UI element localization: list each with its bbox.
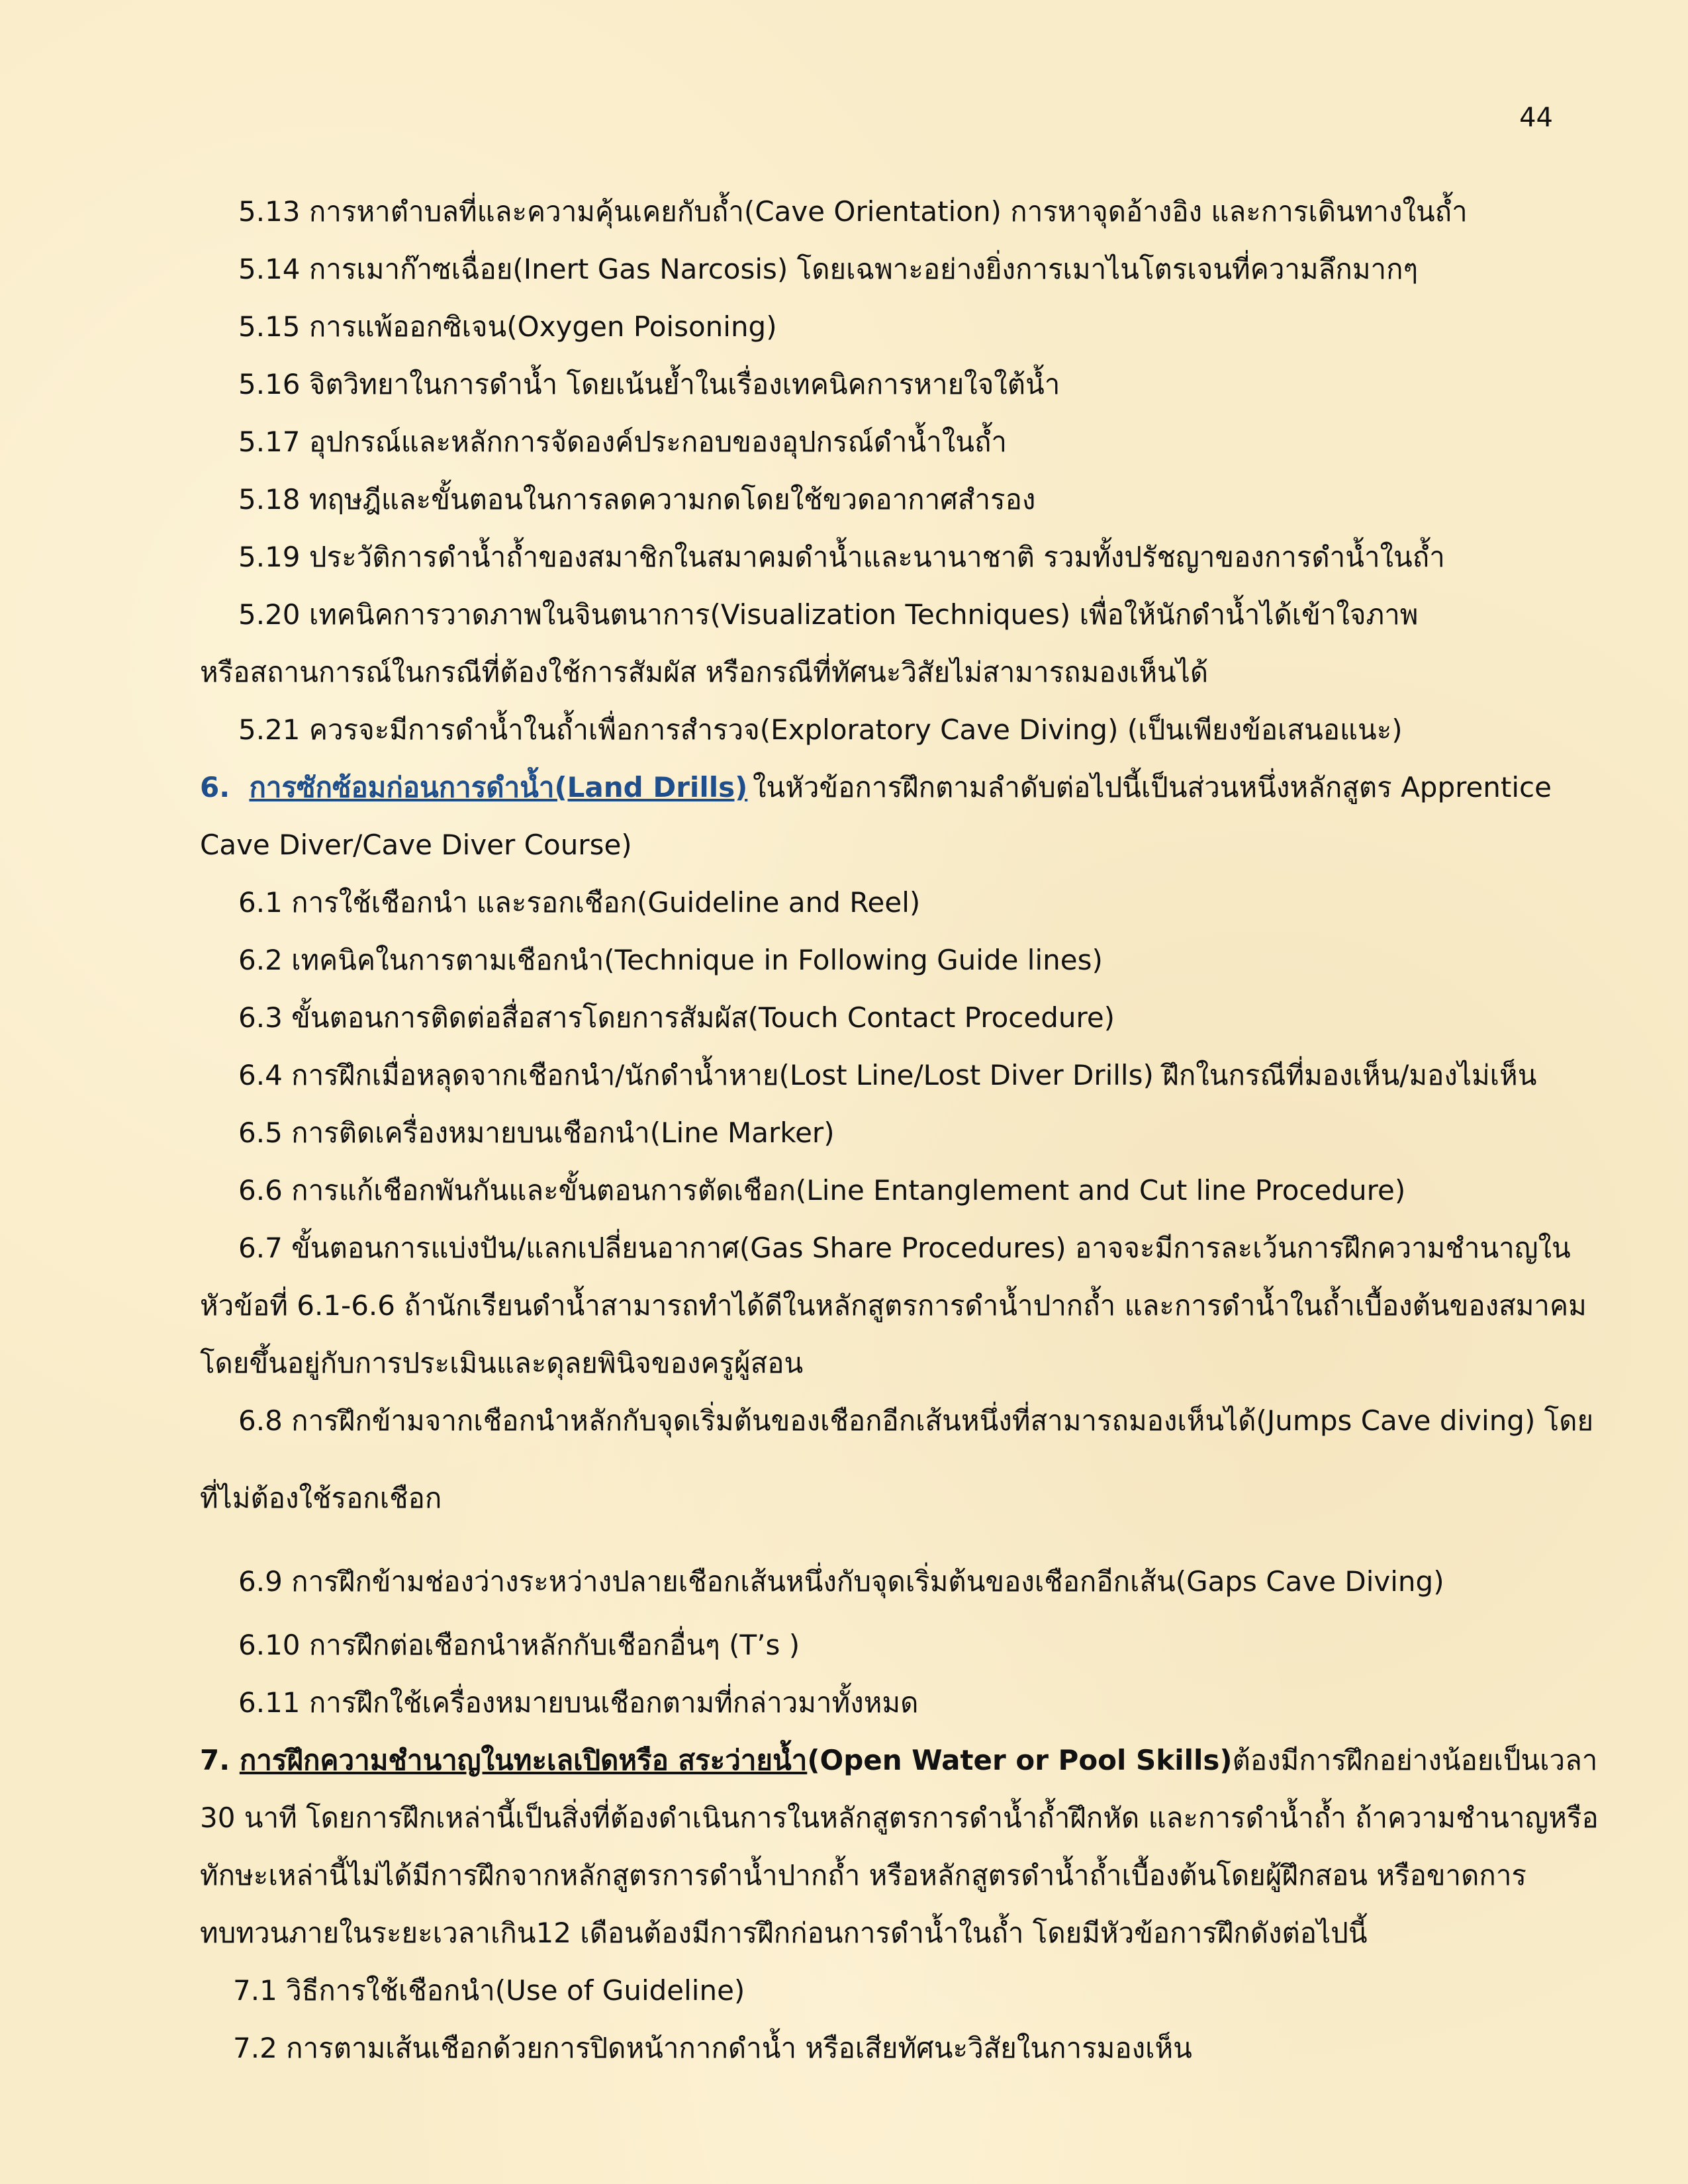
item-5-20-line1: 5.20 เทคนิคการวาดภาพในจินตนาการ(Visualization Techniques) เพื่อให้นักดำน้ำได้เข้าใจภาพ <box>238 598 1419 631</box>
section-6-number: 6. <box>200 771 230 803</box>
section-7-intro: ต้องมีการฝึกอย่างน้อยเป็นเวลา <box>1232 1744 1598 1776</box>
section-7-number: 7. <box>200 1744 230 1776</box>
item-7-1: 7.1 วิธีการใช้เชือกนำ(Use of Guideline) <box>233 1974 745 2007</box>
item-5-19: 5.19 ประวัติการดำน้ำถ้ำของสมาชิกในสมาคมดำน้ำและนานาชาติ รวมทั้งปรัชญาของการดำน้ำในถ้ำ <box>238 541 1445 573</box>
item-5-15: 5.15 การแพ้ออกซิเจน(Oxygen Poisoning) <box>238 310 777 343</box>
document-body <box>200 189 1599 2083</box>
item-5-16: 5.16 จิตวิทยาในการดำน้ำ โดยเน้นย้ำในเรื่องเทคนิคการหายใจใต้น้ำ <box>238 368 1060 400</box>
item-5-21: 5.21 ควรจะมีการดำน้ำในถ้ำเพื่อการสำรวจ(Exploratory Cave Diving) (เป็นเพียงข้อเสนอแนะ) <box>238 713 1403 746</box>
section-7-line2: 30 นาที โดยการฝึกเหล่านี้เป็นสิ่งที่ต้องดำเนินการในหลักสูตรการดำน้ำถ้ำฝึกหัด และการดำน้ำถ้ำ ถ้าความชำนาญหรือ <box>200 1801 1599 1834</box>
item-6-1: 6.1 การใช้เชือกนำ และรอกเชือก(Guideline and Reel) <box>238 886 921 919</box>
item-5-14: 5.14 การเมาก๊าซเฉื่อย(Inert Gas Narcosis) โดยเฉพาะอย่างยิ่งการเมาไนโตรเจนที่ความลึกมากๆ <box>238 253 1419 285</box>
item-6-8-line2: ที่ไม่ต้องใช้รอกเชือก <box>200 1482 442 1514</box>
section-7-heading <box>200 1738 1598 1796</box>
section-7-title <box>200 1744 1233 1776</box>
item-5-13: 5.13 การหาตำบลที่และความคุ้นเคยกับถ้ำ(Cave Orientation) การหาจุดอ้างอิง และการเดินทางในถ้ำ <box>238 195 1468 228</box>
section-6-title-link[interactable]: การซักซ้อมก่อนการดำน้ำ(Land Drills) <box>249 771 748 803</box>
section-7-line3: ทักษะเหล่านี้ไม่ได้มีการฝึกจากหลักสูตรการดำน้ำปากถ้ำ หรือหลักสูตรดำน้ำถ้ำเบื้องต้นโดยผู้ฝึกสอน หรือขาดการ <box>200 1859 1526 1891</box>
item-5-18: 5.18 ทฤษฎีและขั้นตอนในการลดความกดโดยใช้ขวดอากาศสำรอง <box>238 483 1036 516</box>
section-6-title <box>200 765 747 823</box>
item-5-20-line2: หรือสถานการณ์ในกรณีที่ต้องใช้การสัมผัส หรือกรณีที่ทัศนะวิสัยไม่สามารถมองเห็นได้ <box>200 656 1209 688</box>
section-6-intro: ในหัวข้อการฝึกตามลำดับต่อไปนี้เป็นส่วนหนึ่งหลักสูตร Apprentice <box>753 771 1552 803</box>
section-7-line4: ทบทวนภายในระยะเวลาเกิน12 เดือนต้องมีการฝึกก่อนการดำน้ำในถ้ำ โดยมีหัวข้อการฝึกดังต่อไปนี้ <box>200 1917 1368 1949</box>
section-7-title-text: การฝึกความชำนาญในทะเลเปิดหรือ สระว่ายน้ำ <box>239 1744 808 1776</box>
item-6-7-line2: หัวข้อที่ 6.1-6.6 ถ้านักเรียนดำน้ำสามารถทำได้ดีในหลักสูตรการดำน้ำปากถ้ำ และการดำน้ำในถ้ำเบื้องต้นของสมาคม <box>200 1289 1587 1322</box>
item-6-7-line3: โดยขึ้นอยู่กับการประเมินและดุลยพินิจของครูผู้สอน <box>200 1347 804 1379</box>
section-7-title-english: (Open Water or Pool Skills) <box>807 1744 1233 1776</box>
item-7-2: 7.2 การตามเส้นเชือกด้วยการปิดหน้ากากดำน้ำ หรือเสียทัศนะวิสัยในการมองเห็น <box>233 2032 1192 2064</box>
item-6-7-line1: 6.7 ขั้นตอนการแบ่งปัน/แลกเปลี่ยนอากาศ(Gas Share Procedures) อาจจะมีการละเว้นการฝึกความชำนาญใน <box>238 1232 1571 1264</box>
item-6-9: 6.9 การฝึกข้ามช่องว่างระหว่างปลายเชือกเส้นหนึ่งกับจุดเริ่มต้นของเชือกอีกเส้น(Gaps Cave Diving) <box>238 1565 1444 1598</box>
item-5-17: 5.17 อุปกรณ์และหลักการจัดองค์ประกอบของอุปกรณ์ดำน้ำในถ้ำ <box>238 426 1007 458</box>
section-6-heading <box>200 765 1552 823</box>
item-6-8-line1: 6.8 การฝึกข้ามจากเชือกนำหลักกับจุดเริ่มต้นของเชือกอีกเส้นหนึ่งที่สามารถมองเห็นได้(Jumps Cave diving) โดย <box>238 1404 1594 1437</box>
item-6-10: 6.10 การฝึกต่อเชือกนำหลักกับเชือกอื่นๆ (T’s ) <box>238 1629 800 1661</box>
item-6-5: 6.5 การติดเครื่องหมายบนเชือกนำ(Line Marker) <box>238 1116 835 1149</box>
item-6-4: 6.4 การฝึกเมื่อหลุดจากเชือกนำ/นักดำน้ำหาย(Lost Line/Lost Diver Drills) ฝึกในกรณีที่มองเห็น/มองไม่เห็น <box>238 1059 1537 1091</box>
page-number: 44 <box>1519 103 1553 133</box>
item-6-11: 6.11 การฝึกใช้เครื่องหมายบนเชือกตามที่กล่าวมาทั้งหมด <box>238 1686 919 1719</box>
item-6-6: 6.6 การแก้เชือกพันกันและขั้นตอนการตัดเชือก(Line Entanglement and Cut line Procedure) <box>238 1174 1406 1206</box>
item-6-3: 6.3 ขั้นตอนการติดต่อสื่อสารโดยการสัมผัส(Touch Contact Procedure) <box>238 1001 1115 1034</box>
item-6-2: 6.2 เทคนิคในการตามเชือกนำ(Technique in Following Guide lines) <box>238 944 1103 976</box>
section-6-intro-cont: Cave Diver/Cave Diver Course) <box>200 829 632 861</box>
